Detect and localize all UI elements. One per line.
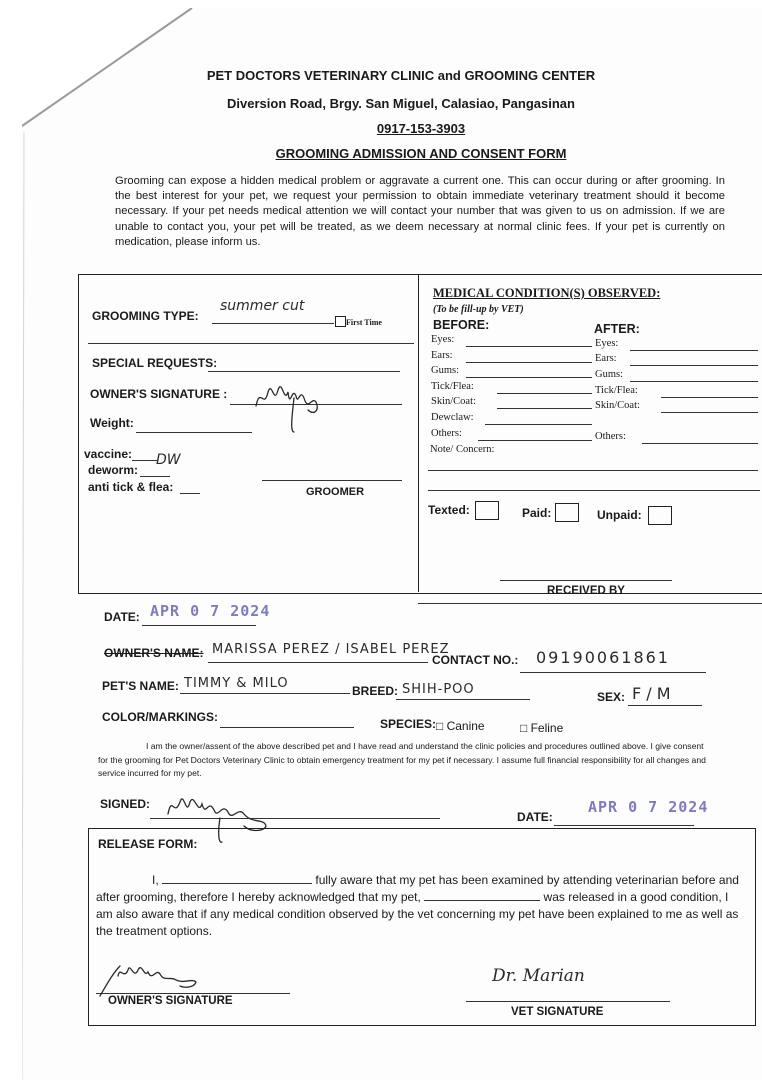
color-markings-label: COLOR/MARKINGS: (102, 710, 218, 724)
after-field-line[interactable] (661, 397, 758, 398)
signed-date-stamp: APR 0 7 2024 (588, 798, 709, 816)
grooming-type-line (212, 323, 334, 324)
breed-label: BREED: (352, 684, 399, 698)
canine-option[interactable]: □ Canine (436, 719, 485, 733)
anti-tick-label: anti tick & flea: (88, 480, 174, 494)
special-requests-line[interactable] (208, 371, 400, 372)
clinic-phone: 0917-153-3903 (376, 121, 466, 136)
release-owner-signature-label: OWNER'S SIGNATURE (108, 995, 233, 1007)
after-field-line[interactable] (630, 381, 758, 382)
after-field-line[interactable] (630, 365, 758, 366)
after-field-label: Skin/Coat: (595, 400, 640, 411)
grooming-type-label: GROOMING TYPE: (92, 309, 199, 323)
before-label: BEFORE: (433, 318, 490, 332)
vaccine-line[interactable] (132, 460, 158, 461)
vet-signature-value: Dr. Marian (492, 966, 585, 986)
before-field-line[interactable] (485, 424, 592, 425)
weight-label: Weight: (90, 416, 134, 430)
form-title: GROOMING ADMISSION AND CONSENT FORM (275, 146, 567, 161)
box-divider (418, 274, 419, 592)
clinic-name: PET DOCTORS VETERINARY CLINIC and GROOMING CENTER (206, 68, 596, 83)
release-owner-blank[interactable] (162, 883, 312, 884)
pet-name-line[interactable] (180, 693, 350, 694)
release-pet-blank[interactable] (424, 900, 540, 901)
before-field-line[interactable] (497, 408, 592, 409)
breed-line[interactable] (396, 699, 530, 700)
before-field-line[interactable] (466, 377, 592, 378)
before-field-line[interactable] (497, 393, 592, 394)
clinic-address: Diversion Road, Brgy. San Miguel, Calasiao, Pangasinan (227, 96, 575, 111)
medical-subtitle: (To be fill-up by VET) (433, 304, 524, 315)
release-text-start: I, (152, 873, 159, 887)
signed-label: SIGNED: (100, 797, 151, 811)
note-line-1[interactable] (428, 470, 758, 471)
owner-name-line[interactable] (208, 662, 428, 663)
vet-signature-label: VET SIGNATURE (511, 1006, 604, 1018)
groomer-line[interactable] (262, 480, 402, 481)
grooming-type-second-line (88, 343, 414, 344)
signed-date-line[interactable] (554, 825, 694, 826)
before-field-label: Ears: (431, 349, 453, 361)
before-field-label: Skin/Coat: (431, 396, 476, 408)
date-line[interactable] (142, 625, 256, 626)
before-field-line[interactable] (478, 440, 592, 441)
intro-paragraph: Grooming can expose a hidden medical problem or aggravate a current one. This can occur during or after grooming. In the best interest for your pet, we request your permission to obtain immediate veterinary treatment should it become necessary. If your pet needs medical attention we will contact your number that was given to us on admission. If we are unable to contact you, your pet will be treated, as we deem necessary at normal clinic fees. If your pet is currently on medication, please inform us. (115, 175, 725, 248)
species-label: SPECIES: (380, 717, 437, 731)
anti-tick-line[interactable] (180, 493, 200, 494)
vet-signature-line[interactable] (466, 1001, 670, 1002)
owner-name-value[interactable]: MARISSA PEREZ / ISABEL PEREZ (212, 642, 450, 657)
before-field-line[interactable] (466, 346, 592, 347)
grooming-type-value[interactable]: summer cut (220, 298, 305, 314)
feline-option[interactable]: □ Feline (520, 721, 564, 735)
sex-label: SEX: (597, 690, 626, 704)
pet-name-value[interactable]: TIMMY & MILO (184, 676, 289, 691)
before-field-label: Tick/Flea: (431, 380, 474, 392)
date-stamp: APR 0 7 2024 (150, 602, 271, 620)
contact-label: CONTACT NO.: (432, 653, 519, 667)
after-field-label: Eyes: (595, 338, 619, 349)
unpaid-checkbox[interactable] (648, 506, 672, 525)
date-label: DATE: (104, 610, 140, 624)
release-text-mid2: was released in a good condition, I am also aware that if any medical condition observed by the vet concerning my pet have been explained to me as well as the treatment options. (96, 890, 739, 938)
paid-label: Paid: (522, 506, 552, 520)
after-field-line[interactable] (630, 350, 758, 351)
after-field-label: Others: (595, 431, 626, 442)
after-field-line[interactable] (661, 412, 758, 413)
after-field-label: Gums: (595, 369, 624, 380)
note-label: Note/ Concern: (430, 444, 495, 455)
sex-value[interactable]: F / M (632, 684, 671, 703)
vaccine-label: vaccine: (84, 447, 133, 461)
unpaid-label: Unpaid: (597, 508, 642, 522)
release-paragraph (96, 872, 748, 940)
first-time-label: First Time (346, 318, 382, 327)
consent-paragraph: I am the owner/assent of the above described pet and I have read and understand the clinic policies and procedures outlined above. I give consent for the grooming for Pet Doctors Veterinary Clinic to obtain emergency treatment for my pet if necessary. I assume full financial responsibility for all changes and service incurred for my pet. (98, 741, 706, 778)
release-text-mid1: fully aware that my pet has been examined by attending veterinarian before and after grooming, therefore I hereby acknowledged that my pet, (96, 873, 739, 904)
after-field-label: Ears: (595, 353, 617, 364)
before-field-label: Dewclaw: (431, 412, 474, 423)
signed-date-label: DATE: (517, 810, 553, 824)
owner-signature-label: OWNER'S SIGNATURE : (90, 387, 228, 401)
deworm-label: deworm: (88, 463, 139, 477)
before-field-line[interactable] (466, 362, 592, 363)
note-line-2[interactable] (428, 490, 760, 491)
after-field-line[interactable] (642, 443, 758, 444)
deworm-line[interactable] (140, 476, 170, 477)
color-markings-line[interactable] (220, 727, 354, 728)
after-field-label: Tick/Flea: (595, 385, 638, 396)
after-label: AFTER: (594, 322, 640, 336)
pet-name-label: PET'S NAME: (102, 679, 179, 693)
box-bottom-right (418, 603, 762, 604)
deworm-value[interactable]: DW (156, 452, 181, 468)
paid-checkbox[interactable] (555, 503, 579, 522)
owner-signature-scribble (250, 376, 330, 436)
texted-label: Texted: (428, 503, 470, 517)
sex-line[interactable] (628, 705, 702, 706)
release-title: RELEASE FORM: (98, 837, 198, 851)
contact-line[interactable] (520, 672, 706, 673)
special-requests-label: SPECIAL REQUESTS: (92, 356, 218, 370)
groomer-label: GROOMER (306, 486, 365, 498)
first-time-checkbox[interactable] (335, 316, 346, 327)
received-by-label: RECEIVED BY (547, 585, 625, 597)
contact-value[interactable]: 09190061861 (536, 648, 670, 667)
medical-title: MEDICAL CONDITION(S) OBSERVED: (433, 286, 661, 300)
owner-name-label: OWNER'S NAME: (104, 646, 204, 660)
before-field-label: Gums: (431, 365, 460, 377)
before-field-label: Eyes: (431, 334, 455, 345)
received-by-line[interactable] (500, 580, 672, 581)
before-field-label: Others: (431, 427, 462, 439)
weight-line[interactable] (136, 432, 252, 433)
texted-checkbox[interactable] (475, 501, 499, 520)
breed-value[interactable]: SHIH-POO (402, 682, 475, 697)
